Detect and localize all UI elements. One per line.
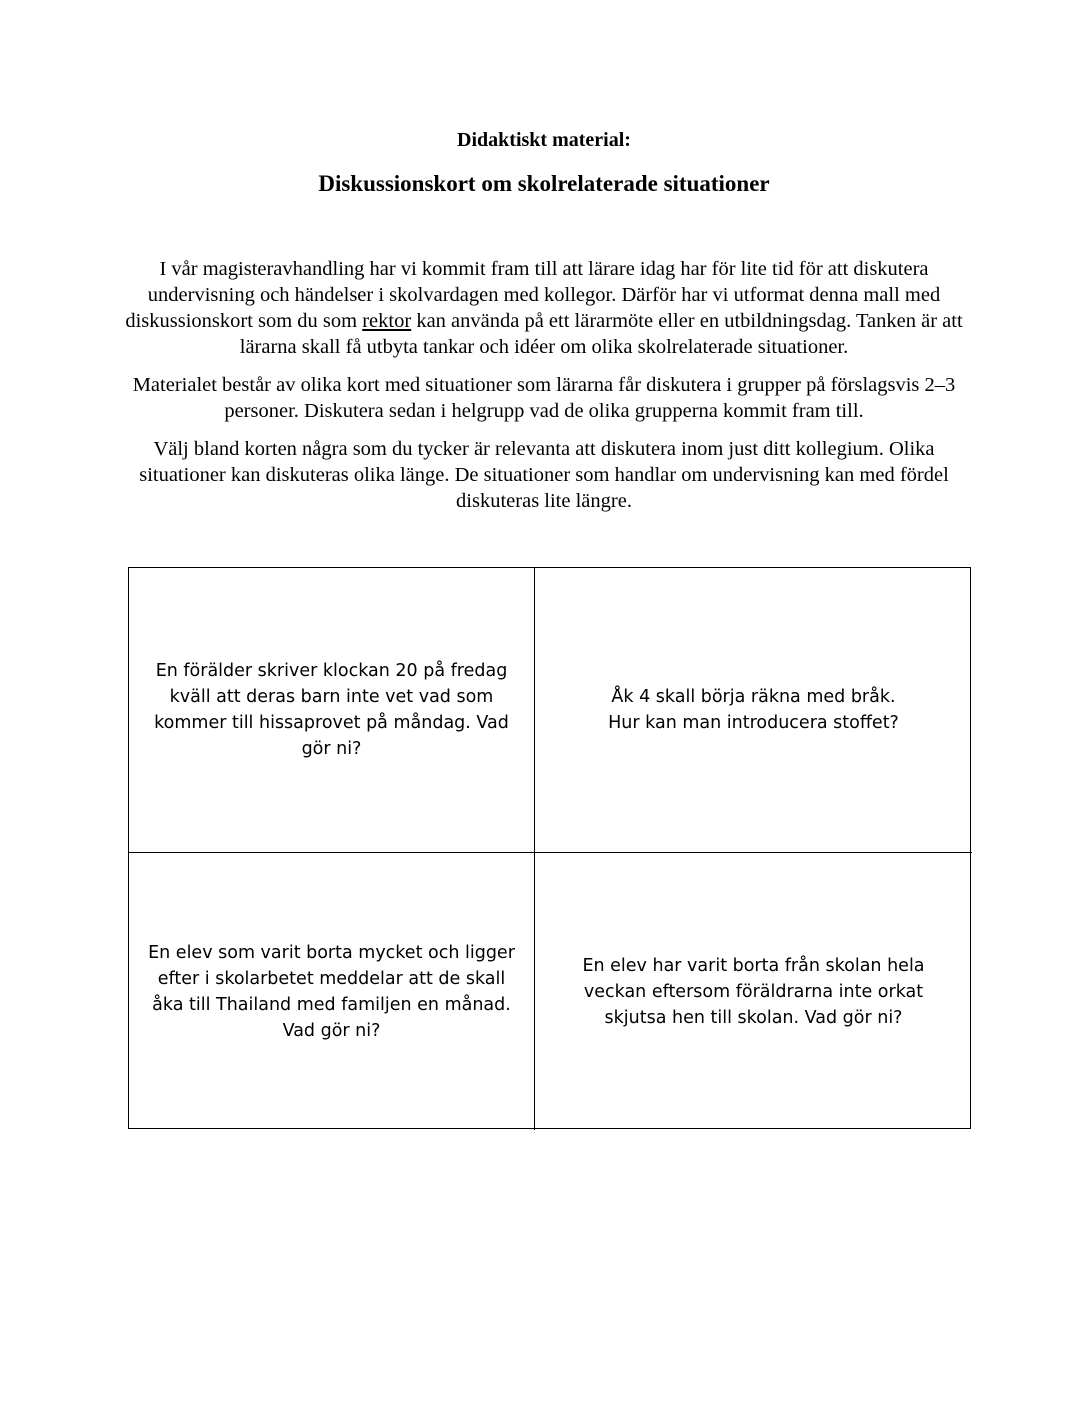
card-2-text	[608, 684, 899, 736]
card-2-line-1: Åk 4 skall börja räkna med bråk.	[611, 687, 896, 707]
intro-p1-start: I vår magisteravhandling har vi kommit fram till att lärare idag har för lite tid för att diskutera undervisning och händelser i skolvardagen med kollegor. Därför har vi utformat denna mall med diskussionskort som du som	[125, 258, 941, 332]
discussion-card-3	[129, 853, 535, 1130]
discussion-cards-grid	[128, 567, 971, 1129]
discussion-card-1	[129, 568, 535, 853]
discussion-card-4	[535, 853, 972, 1130]
underlined-word: rektor	[362, 310, 412, 332]
card-2-line-2: Hur kan man introducera stoffet?	[608, 713, 899, 733]
card-4-text: En elev har varit borta från skolan hela veckan eftersom föräldrarna inte orkat skjutsa hen till skolan. Vad gör ni?	[582, 955, 925, 1028]
intro-paragraph-2: Materialet består av olika kort med situationer som lärarna får diskutera i grupper på förslagsvis 2–3 personer. Diskutera sedan i helgrupp vad de olika grupperna kommit fram till.	[132, 374, 956, 422]
discussion-card-2	[535, 568, 972, 853]
card-3-text: En elev som varit borta mycket och ligger efter i skolarbetet meddelar att de skall åka till Thailand med familjen en månad. Vad gör ni?	[148, 942, 515, 1041]
document-subtitle: Didaktiskt material:	[457, 129, 631, 151]
intro-paragraph-3: Välj bland korten några som du tycker är relevanta att diskutera inom just ditt kollegium. Olika situationer kan diskuteras olika länge. De situationer som handlar om undervisning kan med fördel diskuteras lite längre.	[139, 438, 949, 512]
intro-text	[120, 256, 968, 526]
intro-paragraph-1	[120, 256, 968, 360]
intro-p1-end: kan använda på ett lärarmöte eller en utbildningsdag. Tanken är att lärarna skall få utbyta tankar och idéer om olika skolrelaterade situationer.	[239, 310, 963, 358]
card-1-text: En förälder skriver klockan 20 på fredag kväll att deras barn inte vet vad som kommer till hissaprovet på måndag. Vad gör ni?	[154, 661, 509, 759]
document-title: Diskussionskort om skolrelaterade situationer	[318, 171, 770, 196]
